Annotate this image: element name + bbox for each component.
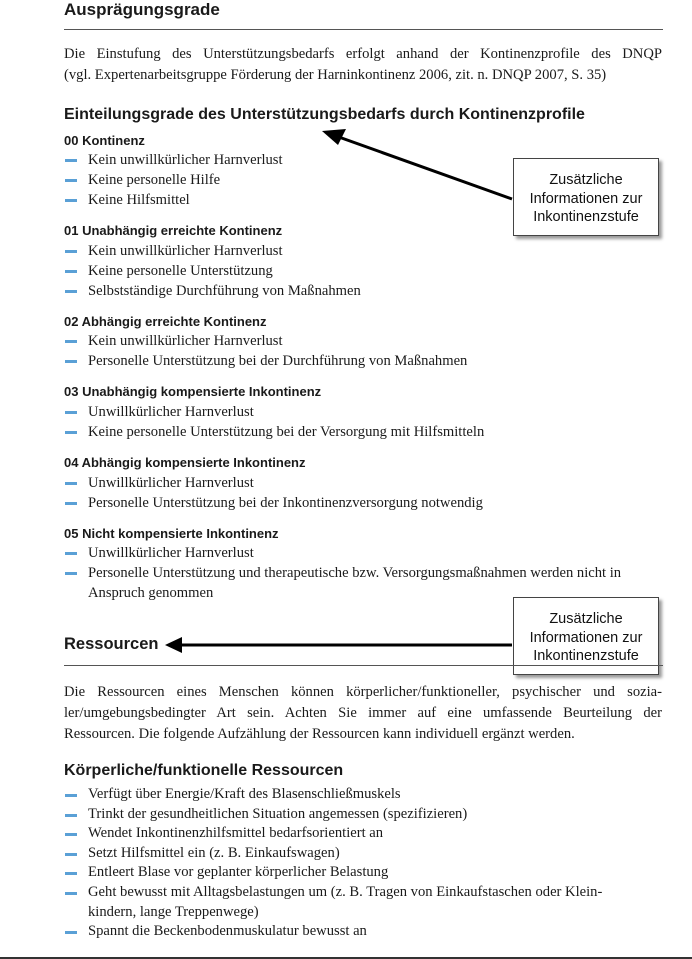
section-title: Einteilungsgrade des Unterstützungsbedarfs durch Kontinenzprofile [64,106,585,123]
grade-title: 04 Abhängig kompensierte Inkontinenz [64,455,306,470]
grade-title: 03 Unabhängig kompensierte Inkontinenz [64,384,322,399]
list-item-text: Unwillkürlicher Harnverlust [88,404,254,420]
bullet-dash-icon [65,814,77,817]
bullet-dash-icon [65,833,77,836]
list-item-text: Trinkt der gesundheitlichen Situation angemessen (spezifizieren) [88,805,468,822]
list-item-text: Personelle Unterstützung bei der Durchführung von Maßnahmen [88,353,468,369]
list-item-text: Personelle Unterstützung bei der Inkontinenzversorgung notwendig [88,495,483,511]
list-item-text: Personelle Unterstützung und therapeutische bzw. Versorgungsmaßnahmen werden nicht in Anspruch genommen [88,565,622,601]
list-item-text: Kein unwillkürlicher Harnverlust [88,333,283,349]
intro-line: Die Einstufung des Unterstützungsbedarfs erfolgt anhand der Kontinenzprofile des DNQP [64,46,662,62]
list-item-text: Unwillkürlicher Harnverlust [88,475,254,491]
list-item-text: Entleert Blase vor geplanter körperlicher Belastung [88,864,389,881]
physical-resources-title: Körperliche/funktionelle Ressourcen [64,762,344,779]
bullet-dash-icon [65,794,77,797]
list-item-text: Kein unwillkürlicher Harnverlust [88,152,283,168]
resources-rule [64,665,663,666]
list-item [64,805,654,825]
list-item-text: Keine personelle Unterstützung [88,263,273,279]
list-item-text: Kein unwillkürlicher Harnverlust [88,243,283,259]
callout-line: Inkontinenzstufe [533,648,639,664]
list-item-text: Unwillkürlicher Harnverlust [88,545,254,561]
arrow-to-resources-heading [165,637,512,653]
bullet-dash-icon [65,931,77,934]
callout-line: Zusätzliche [549,611,623,627]
bullet-dash-icon [65,892,77,895]
resources-line: ler/umgebungsbedingter Art sein. Achten Sie immer auf eine umfassende Beurteilung der [64,705,662,721]
list-item [64,785,654,805]
callout-line: Zusätzliche [549,172,623,188]
list-item [64,824,654,844]
page-heading: Ausprägungsgrade [64,0,220,19]
list-item [64,844,654,864]
intro-line: (vgl. Expertenarbeitsgruppe Förderung der Harninkontinenz 2006, zit. n. DNQP 2007, S. 35) [64,67,607,83]
resources-line: Die Ressourcen eines Menschen können körperlicher/funktioneller, psychischer und sozia- [64,684,662,700]
bullet-dash-icon [65,853,77,856]
arrow-to-section-title [322,129,512,199]
list-item [64,883,650,922]
grade-title: 05 Nicht kompensierte Inkontinenz [64,526,279,541]
list-item-text: Keine personelle Unterstützung bei der Versorgung mit Hilfsmitteln [88,424,485,440]
resources-paragraph [64,682,662,745]
callout-line: Informationen zur [529,629,643,646]
grade-title: 02 Abhängig erreichte Kontinenz [64,314,267,329]
list-item [64,922,654,942]
bullet-dash-icon [65,872,77,875]
grade-title: 00 Kontinenz [64,133,145,148]
list-item-text: Keine personelle Hilfe [88,172,221,188]
list-item-text: Selbstständige Durchführung von Maßnahmen [88,283,361,299]
resources-line: Ressourcen. Die folgende Aufzählung der Ressourcen kann individuell ergänzt werden. [64,726,575,742]
list-item-text: Setzt Hilfsmittel ein (z. B. Einkaufswagen) [88,844,340,861]
grade-title: 01 Unabhängig erreichte Kontinenz [64,223,283,238]
list-item-text: Geht bewusst mit Alltagsbelastungen um (z. B. Tragen von Einkaufstaschen oder Klein-kindern, lange Treppenwege) [88,883,603,920]
physical-resources-list [64,785,654,942]
callout-line: Inkontinenzstufe [533,209,639,225]
list-item-text: Verfügt über Energie/Kraft des Blasenschließmuskels [88,786,401,802]
callout-line: Informationen zur [529,190,643,207]
list-item-text: Keine Hilfsmittel [88,192,190,208]
list-item [64,863,654,883]
list-item-text: Spannt die Beckenbodenmuskulatur bewusst an [88,923,367,940]
resources-heading: Ressourcen [64,635,159,653]
list-item-text: Wendet Inkontinenzhilfsmittel bedarfsorientiert an [88,825,384,842]
